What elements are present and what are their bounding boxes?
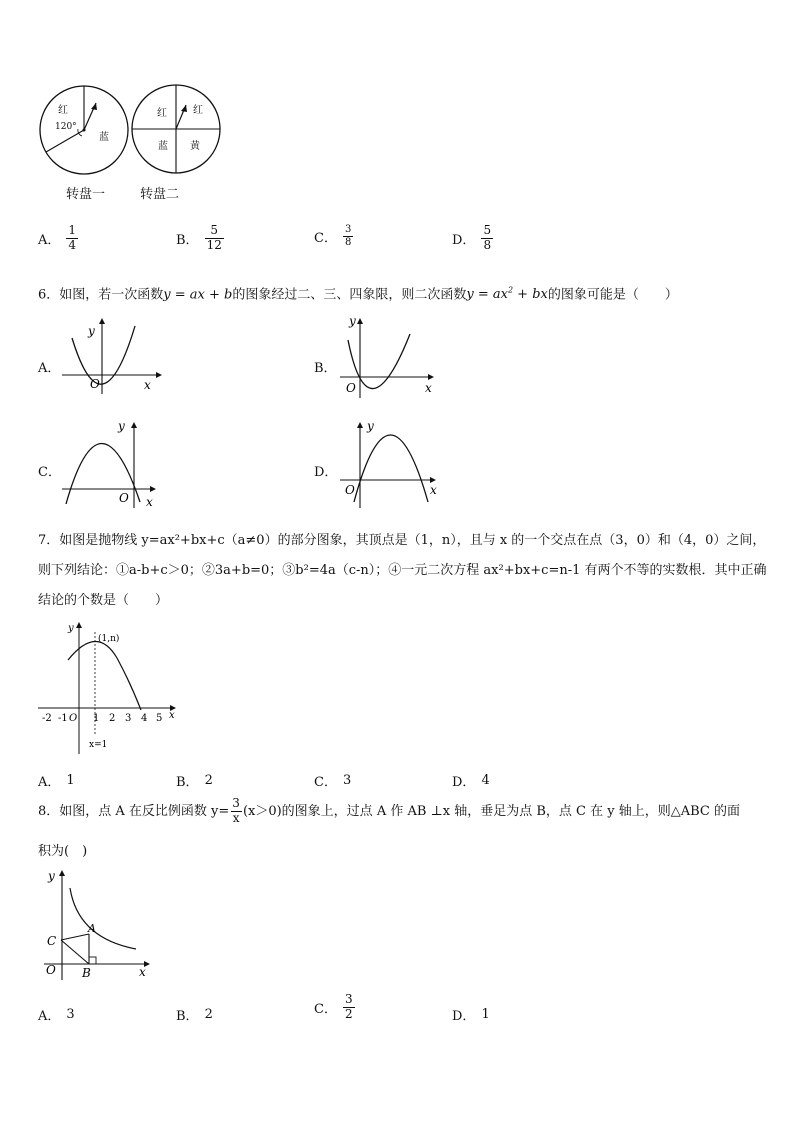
- svg-text:O: O: [69, 713, 78, 724]
- q8-option-a[interactable]: A． 3: [38, 1007, 75, 1024]
- svg-text:A: A: [88, 922, 96, 935]
- q6-eq-quadratic: $y = ax^2$ + bx: [466, 286, 548, 303]
- svg-text:O: O: [46, 963, 56, 977]
- spinner-two-blue: 蓝: [158, 141, 168, 152]
- q8-option-b[interactable]: B． 2: [176, 1007, 213, 1024]
- svg-text:x: x: [169, 710, 175, 721]
- q6-eq-linear: y = ax + b: [163, 287, 233, 303]
- q8-option-d[interactable]: D． 1: [452, 1007, 490, 1024]
- q8-option-c[interactable]: C． $\frac{3}{2}$: [314, 992, 353, 1021]
- q8-stem-line-2: 积为( ): [38, 844, 88, 859]
- q7-graph: [38, 618, 180, 758]
- q6-option-b-label[interactable]: B．: [314, 361, 337, 376]
- svg-text:x=1: x=1: [89, 740, 108, 750]
- svg-text:O: O: [346, 381, 356, 395]
- spinner-one-angle: 120°: [55, 122, 77, 132]
- spinner-one-red: 红: [58, 105, 68, 116]
- q7-option-d[interactable]: D． 4: [452, 773, 490, 790]
- svg-text:y: y: [88, 324, 95, 338]
- svg-text:-1: -1: [58, 713, 68, 724]
- svg-text:x: x: [146, 495, 153, 509]
- svg-text:O: O: [345, 483, 355, 497]
- q8-option-c-fraction: $\frac{3}{2}$: [344, 992, 353, 1021]
- q8-fraction: $\frac{3}{x}$: [232, 796, 240, 825]
- q5-option-c[interactable]: C． $\frac{3}{8}$: [314, 224, 352, 248]
- spinner-one-figure: [38, 85, 138, 180]
- q6-graph-a: [60, 316, 165, 396]
- q5-option-d[interactable]: D． $\frac{5}{8}$: [452, 223, 492, 252]
- svg-text:-2: -2: [42, 713, 52, 724]
- q6-graph-d: [338, 418, 440, 508]
- svg-text:4: 4: [141, 713, 148, 724]
- spinner-two-yellow: 黄: [190, 141, 200, 152]
- q5-option-a[interactable]: A． $\frac{1}{4}$: [38, 223, 77, 252]
- q5-option-b[interactable]: B． $\frac{5}{12}$: [176, 223, 222, 252]
- svg-text:y: y: [68, 623, 74, 634]
- q7-option-c[interactable]: C． 3: [314, 773, 352, 790]
- q5-option-c-fraction: $\frac{3}{8}$: [344, 224, 352, 248]
- q7-option-b[interactable]: B． 2: [176, 773, 213, 790]
- q5-option-d-fraction: $\frac{5}{8}$: [483, 223, 492, 252]
- svg-text:x: x: [430, 483, 437, 497]
- q5-option-a-fraction: $\frac{1}{4}$: [68, 223, 77, 252]
- q8-stem-line-1: 8．如图，点 A 在反比例函数 y= $\frac{3}{x}$ (x＞0)的图象上，过点 A 作 AB ⊥x 轴，垂足为点 B，点 C 在 y 轴上，则△ABC 的面: [38, 796, 740, 825]
- q7-option-a[interactable]: A． 1: [38, 773, 75, 790]
- svg-text:y: y: [349, 314, 356, 328]
- svg-text:2: 2: [109, 713, 116, 724]
- q6-stem: 6．如图，若一次函数y = ax + b的图象经过二、三、四象限，则二次函数$y = ax^2$ + bx的图象可能是（ ）: [38, 286, 678, 303]
- svg-text:C: C: [47, 934, 57, 948]
- svg-text:O: O: [90, 377, 100, 391]
- q6-option-c-label[interactable]: C．: [38, 465, 61, 480]
- spinner-two-figure: [131, 83, 226, 178]
- svg-text:x: x: [144, 378, 151, 392]
- svg-text:y: y: [48, 869, 55, 883]
- spinner-one-caption: 转盘一: [66, 187, 106, 202]
- svg-text:1: 1: [93, 713, 100, 724]
- q8-graph: [44, 864, 156, 982]
- q6-option-d-label[interactable]: D．: [314, 465, 338, 480]
- q6-graph-b: [338, 314, 438, 398]
- svg-text:y: y: [118, 419, 125, 433]
- svg-text:O: O: [119, 491, 129, 505]
- spinner-two-caption: 转盘二: [140, 187, 180, 202]
- svg-text:y: y: [367, 419, 374, 433]
- spinner-two-red-left: 红: [157, 108, 167, 119]
- svg-text:(1,n): (1,n): [98, 634, 120, 644]
- svg-text:5: 5: [156, 713, 163, 724]
- q7-stem-line-3: 结论的个数是（ ）: [38, 593, 169, 608]
- q7-stem-line-1: 7．如图是抛物线 y=ax²+bx+c（a≠0）的部分图象，其顶点是（1，n），且与 x 的一个交点在点（3，0）和（4，0）之间，: [38, 533, 766, 548]
- spinner-one-blue: 蓝: [99, 132, 109, 143]
- q6-option-a-label[interactable]: A．: [38, 361, 61, 376]
- q5-option-b-fraction: $\frac{5}{12}$: [206, 223, 222, 252]
- q7-stem-line-2: 则下列结论：①a-b+c＞0；②3a+b=0；③b²=4a（c-n）；④一元二次方程 ax²+bx+c=n-1 有两个不等的实数根．其中正确: [38, 563, 767, 578]
- svg-text:x: x: [425, 381, 432, 395]
- q6-graph-c: [60, 418, 160, 508]
- svg-text:B: B: [82, 966, 91, 980]
- svg-text:3: 3: [125, 713, 132, 724]
- spinner-two-red-right: 红: [193, 105, 203, 116]
- svg-text:x: x: [139, 965, 146, 979]
